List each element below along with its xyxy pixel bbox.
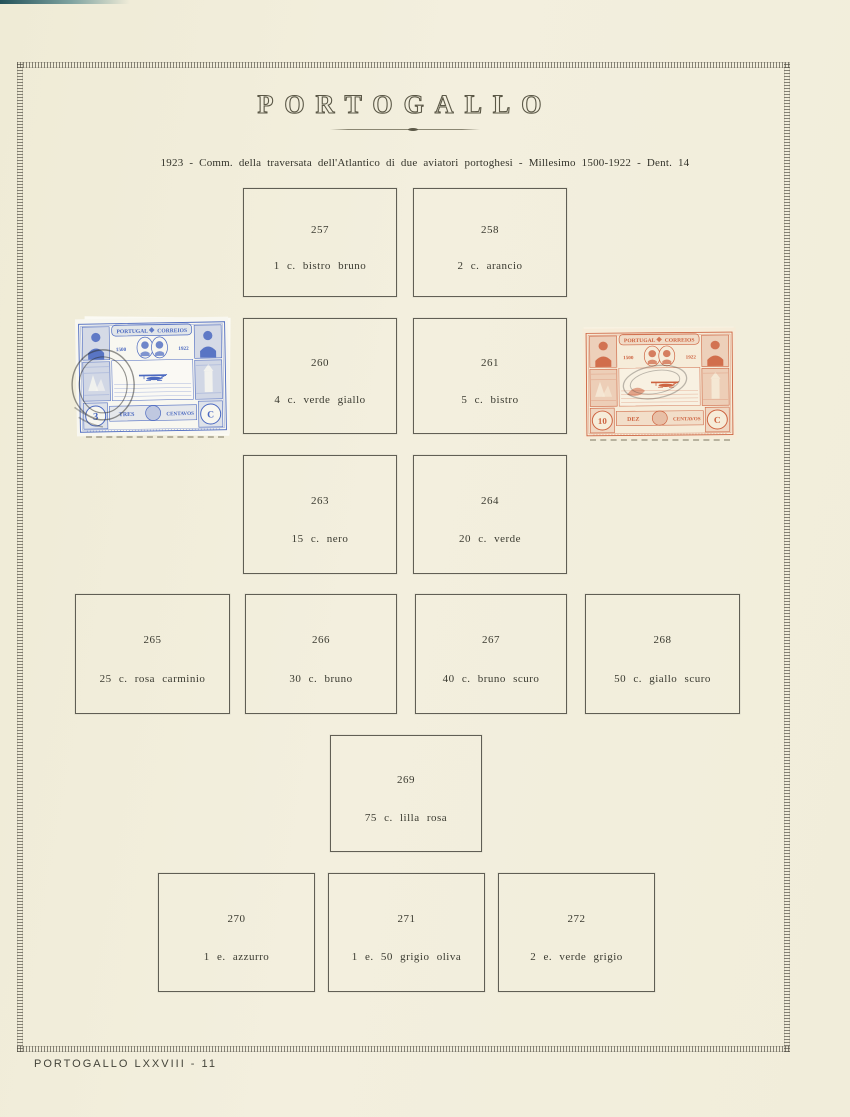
- svg-text:TRES: TRES: [118, 411, 135, 419]
- catalog-number: 271: [397, 912, 416, 925]
- stamp-box-261: [413, 318, 567, 434]
- stamp-box-257: [243, 188, 397, 297]
- stamp-box-260: [243, 318, 397, 434]
- stamp-box-266: [245, 594, 397, 714]
- color-label: 1 e. 50 grigio oliva: [351, 951, 462, 964]
- catalog-number: 268: [653, 633, 672, 646]
- catalog-number: 260: [311, 356, 329, 369]
- svg-text:1500: 1500: [623, 355, 634, 362]
- svg-text:1922: 1922: [178, 345, 189, 353]
- catalog-number: 269: [397, 773, 415, 786]
- catalog-number: 270: [227, 912, 246, 925]
- stamp-box-270: [158, 873, 315, 992]
- stamp-orange-10c: [582, 325, 738, 443]
- stamp-engraving-blue: [75, 317, 230, 437]
- side-panel-right: [702, 368, 729, 405]
- stamp-blue-3c: [76, 316, 231, 438]
- catalog-number: 257: [311, 224, 329, 237]
- stamp-box-272: [498, 873, 655, 992]
- stamp-box-265: [75, 594, 230, 714]
- color-label: 15 c. nero: [291, 533, 349, 546]
- side-panel-left: [590, 369, 617, 406]
- stamp-box-267: [415, 594, 567, 714]
- color-label: 25 c. rosa carminio: [99, 672, 206, 685]
- svg-text:CORREIOS: CORREIOS: [157, 327, 188, 335]
- stamp-box-269: [330, 735, 482, 852]
- color-label: 4 c. verde giallo: [274, 394, 366, 407]
- ornament-line: [330, 129, 480, 130]
- page-title: PORTOGALLO: [257, 90, 553, 119]
- country-banner: [619, 334, 699, 345]
- svg-text:DEZ: DEZ: [627, 416, 640, 423]
- stamp-box-271: [328, 873, 485, 992]
- svg-text:1922: 1922: [685, 354, 696, 361]
- color-label: 75 c. lilla rosa: [364, 811, 448, 824]
- svg-text:C: C: [207, 410, 215, 421]
- color-label: 2 c. arancio: [457, 259, 523, 272]
- portrait-top-right: [702, 335, 729, 367]
- color-label: 40 c. bruno scuro: [442, 672, 540, 685]
- catalog-number: 264: [481, 494, 499, 507]
- series-header: 1923 - Comm. della traversata dell'Atlantico di due aviatori portoghesi - Millesimo 1500-1922 - Dent. 14: [160, 157, 690, 169]
- svg-text:PORTUGAL: PORTUGAL: [623, 337, 656, 345]
- catalog-number: 272: [567, 912, 586, 925]
- scan-artifact: [0, 0, 130, 4]
- svg-text:10: 10: [597, 416, 607, 426]
- svg-text:PORTUGAL: PORTUGAL: [116, 328, 149, 336]
- footer-plate-label: PORTOGALLO LXXVIII - 11: [34, 1058, 217, 1070]
- color-label: 2 e. verde grigio: [530, 951, 623, 964]
- seaplane-scene: [619, 367, 700, 406]
- border-bottom: [17, 1046, 790, 1052]
- color-label: 1 c. bistro bruno: [273, 259, 367, 272]
- stamp-engraving-orange: [583, 327, 737, 439]
- portrait-top-right: [194, 325, 222, 358]
- svg-text:C: C: [713, 415, 721, 426]
- color-label: 1 e. azzurro: [203, 951, 270, 964]
- stamp-box-264: [413, 455, 567, 574]
- side-panel-right: [195, 360, 223, 399]
- side-panel-left: [83, 362, 111, 401]
- catalog-number: 267: [482, 633, 500, 646]
- svg-text:3: 3: [92, 411, 99, 423]
- stamp-box-258: [413, 188, 567, 297]
- portrait-top-left: [590, 336, 617, 368]
- svg-text:1500: 1500: [115, 346, 127, 354]
- perforation-trace: [590, 439, 730, 441]
- country-banner: [112, 324, 192, 336]
- color-label: 20 c. verde: [458, 533, 522, 546]
- border-top: [17, 62, 790, 68]
- color-label: 5 c. bistro: [461, 394, 519, 407]
- catalog-number: 258: [481, 224, 499, 237]
- ornament-dot: [408, 128, 418, 131]
- svg-text:CENTAVOS: CENTAVOS: [166, 410, 195, 418]
- svg-text:CENTAVOS: CENTAVOS: [672, 416, 701, 423]
- catalog-number: 261: [481, 356, 499, 369]
- color-label: 50 c. giallo scuro: [614, 672, 711, 685]
- stamp-box-263: [243, 455, 397, 574]
- perforation-trace: [86, 436, 224, 438]
- border-right: [784, 62, 790, 1052]
- catalog-number: 266: [312, 633, 330, 646]
- border-left: [17, 62, 23, 1052]
- catalog-number: 265: [143, 633, 162, 646]
- stamp-box-268: [585, 594, 740, 714]
- seaplane-scene: [112, 359, 194, 400]
- color-label: 30 c. bruno: [289, 672, 353, 685]
- title-ornament: [330, 128, 480, 132]
- catalog-number: 263: [311, 494, 329, 507]
- svg-text:CORREIOS: CORREIOS: [664, 337, 695, 344]
